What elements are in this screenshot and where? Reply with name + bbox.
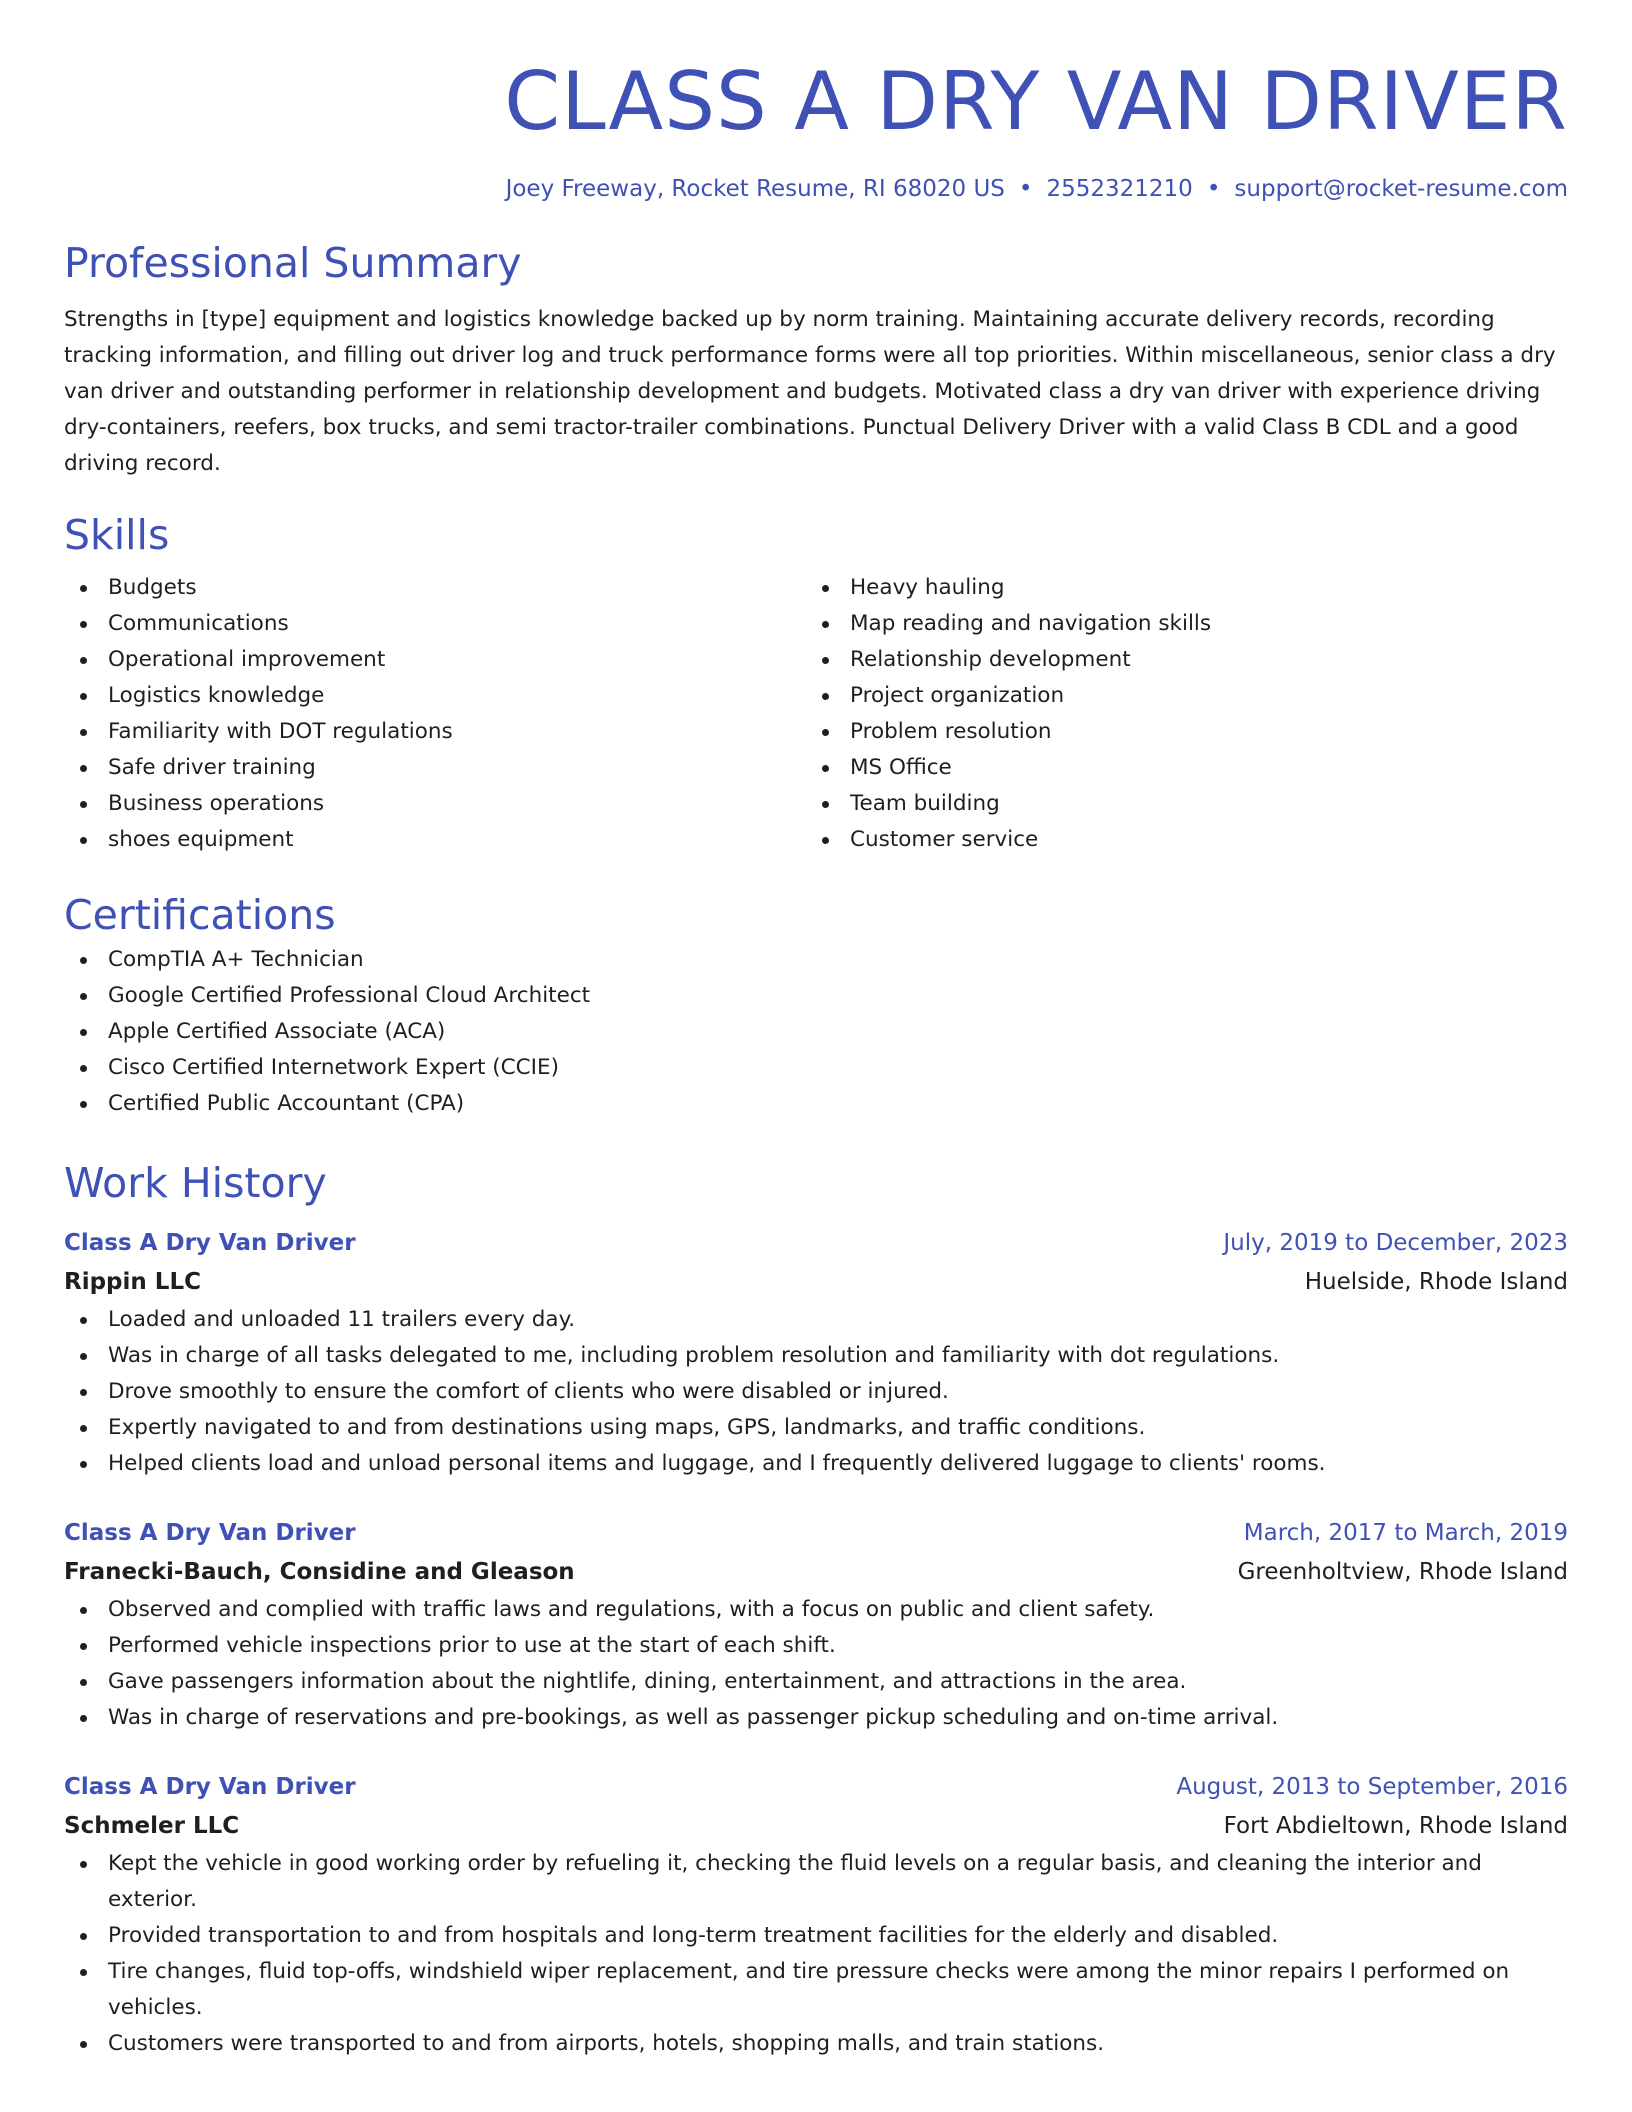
contact-separator: • [1018, 176, 1033, 202]
job-header-row [64, 1514, 1568, 1552]
skills-list-right [806, 570, 1548, 858]
certifications-list [64, 942, 1568, 1122]
skill-item: Communications [64, 606, 806, 642]
certification-item: Google Certified Professional Cloud Architect [64, 978, 1568, 1014]
job-duty-item: Was in charge of all tasks delegated to me, including problem resolution and familiarity with dot regulations. [64, 1338, 1568, 1374]
skill-item: Heavy hauling [806, 570, 1548, 606]
job-location: Greenholtview, Rhode Island [1237, 1559, 1568, 1585]
skill-item: shoes equipment [64, 822, 806, 858]
skill-item: Budgets [64, 570, 806, 606]
skill-item: Operational improvement [64, 642, 806, 678]
certification-item: Cisco Certified Internetwork Expert (CCIE) [64, 1050, 1568, 1086]
job-dates: August, 2013 to September, 2016 [1176, 1774, 1568, 1800]
work-history-heading: Work History [64, 1159, 327, 1207]
skill-item: MS Office [806, 750, 1548, 786]
skills-heading: Skills [64, 511, 170, 559]
job-header-row [64, 1224, 1568, 1262]
skills-column-right [806, 570, 1548, 858]
job-title: Class A Dry Van Driver [64, 1774, 356, 1800]
skills-grid [64, 570, 1568, 858]
summary-text: Strengths in [type] equipment and logistics knowledge backed up by norm training. Maintaining accurate delivery records, recording tracking information, and filling out driver log and truck performance forms were all top priorities. Within miscellaneous, senior class a dry van driver and outstanding performer in relationship development and budgets. Motivated class a dry van driver with experience driving dry-containers, reefers, box trucks, and semi tractor-trailer combinations. Punctual Delivery Driver with a valid Class B CDL and a good driving record. [64, 307, 1556, 476]
job-header-row [64, 1768, 1568, 1806]
certification-item: Apple Certified Associate (ACA) [64, 1014, 1568, 1050]
contact-email: support@rocket-resume.com [1234, 176, 1568, 202]
job-location: Huelside, Rhode Island [1304, 1269, 1568, 1295]
job-duty-item: Provided transportation to and from hospitals and long-term treatment facilities for the elderly and disabled. [64, 1918, 1568, 1954]
job-entry [64, 1514, 1568, 1736]
skill-item: Logistics knowledge [64, 678, 806, 714]
contact-line [64, 172, 1568, 206]
skill-item: Project organization [806, 678, 1548, 714]
skill-item: Familiarity with DOT regulations [64, 714, 806, 750]
job-title: Class A Dry Van Driver [64, 1230, 356, 1256]
job-company: Franecki-Bauch, Considine and Gleason [64, 1559, 575, 1585]
job-duty-item: Helped clients load and unload personal items and luggage, and I frequently delivered luggage to clients' rooms. [64, 1446, 1568, 1482]
job-duty-item: Drove smoothly to ensure the comfort of clients who were disabled or injured. [64, 1374, 1568, 1410]
skill-item: Team building [806, 786, 1548, 822]
job-duty-item: Observed and complied with traffic laws and regulations, with a focus on public and client safety. [64, 1592, 1568, 1628]
job-duty-item: Gave passengers information about the nightlife, dining, entertainment, and attractions in the area. [64, 1664, 1568, 1700]
job-company-row [64, 1806, 1568, 1846]
job-duties-list [64, 1846, 1568, 2062]
contact-separator: • [1206, 176, 1221, 202]
skills-column-left [64, 570, 806, 858]
job-company: Schmeler LLC [64, 1813, 240, 1839]
skill-item: Safe driver training [64, 750, 806, 786]
job-duty-item: Kept the vehicle in good working order by refueling it, checking the fluid levels on a regular basis, and cleaning the interior and exterior. [64, 1846, 1568, 1918]
contact-phone: 2552321210 [1046, 176, 1193, 202]
job-duty-item: Loaded and unloaded 11 trailers every day. [64, 1302, 1568, 1338]
job-dates: July, 2019 to December, 2023 [1223, 1230, 1568, 1256]
job-location: Fort Abdieltown, Rhode Island [1223, 1813, 1568, 1839]
job-duty-item: Expertly navigated to and from destinations using maps, GPS, landmarks, and traffic conditions. [64, 1410, 1568, 1446]
resume-title: CLASS A DRY VAN DRIVER [504, 55, 1568, 148]
skill-item: Problem resolution [806, 714, 1548, 750]
job-company-row [64, 1552, 1568, 1592]
skills-list-left [64, 570, 806, 858]
job-duties-list [64, 1302, 1568, 1482]
job-dates: March, 2017 to March, 2019 [1243, 1520, 1568, 1546]
job-duties-list [64, 1592, 1568, 1736]
certifications-heading: Certifications [64, 891, 336, 939]
job-entry [64, 1224, 1568, 1482]
skill-item: Map reading and navigation skills [806, 606, 1548, 642]
job-title: Class A Dry Van Driver [64, 1520, 356, 1546]
skill-item: Business operations [64, 786, 806, 822]
skill-item: Relationship development [806, 642, 1548, 678]
summary-heading: Professional Summary [64, 239, 522, 287]
resume-page [64, 0, 1568, 2062]
job-company-row [64, 1262, 1568, 1302]
job-duty-item: Customers were transported to and from airports, hotels, shopping malls, and train stations. [64, 2026, 1568, 2062]
job-duty-item: Was in charge of reservations and pre-bookings, as well as passenger pickup scheduling and on-time arrival. [64, 1700, 1568, 1736]
certification-item: CompTIA A+ Technician [64, 942, 1568, 978]
skill-item: Customer service [806, 822, 1548, 858]
job-company: Rippin LLC [64, 1269, 201, 1295]
contact-address: Joey Freeway, Rocket Resume, RI 68020 US [505, 176, 1005, 202]
job-duty-item: Performed vehicle inspections prior to use at the start of each shift. [64, 1628, 1568, 1664]
job-entry [64, 1768, 1568, 2062]
job-duty-item: Tire changes, fluid top-offs, windshield wiper replacement, and tire pressure checks were among the minor repairs I performed on vehicles. [64, 1954, 1568, 2026]
certification-item: Certified Public Accountant (CPA) [64, 1086, 1568, 1122]
